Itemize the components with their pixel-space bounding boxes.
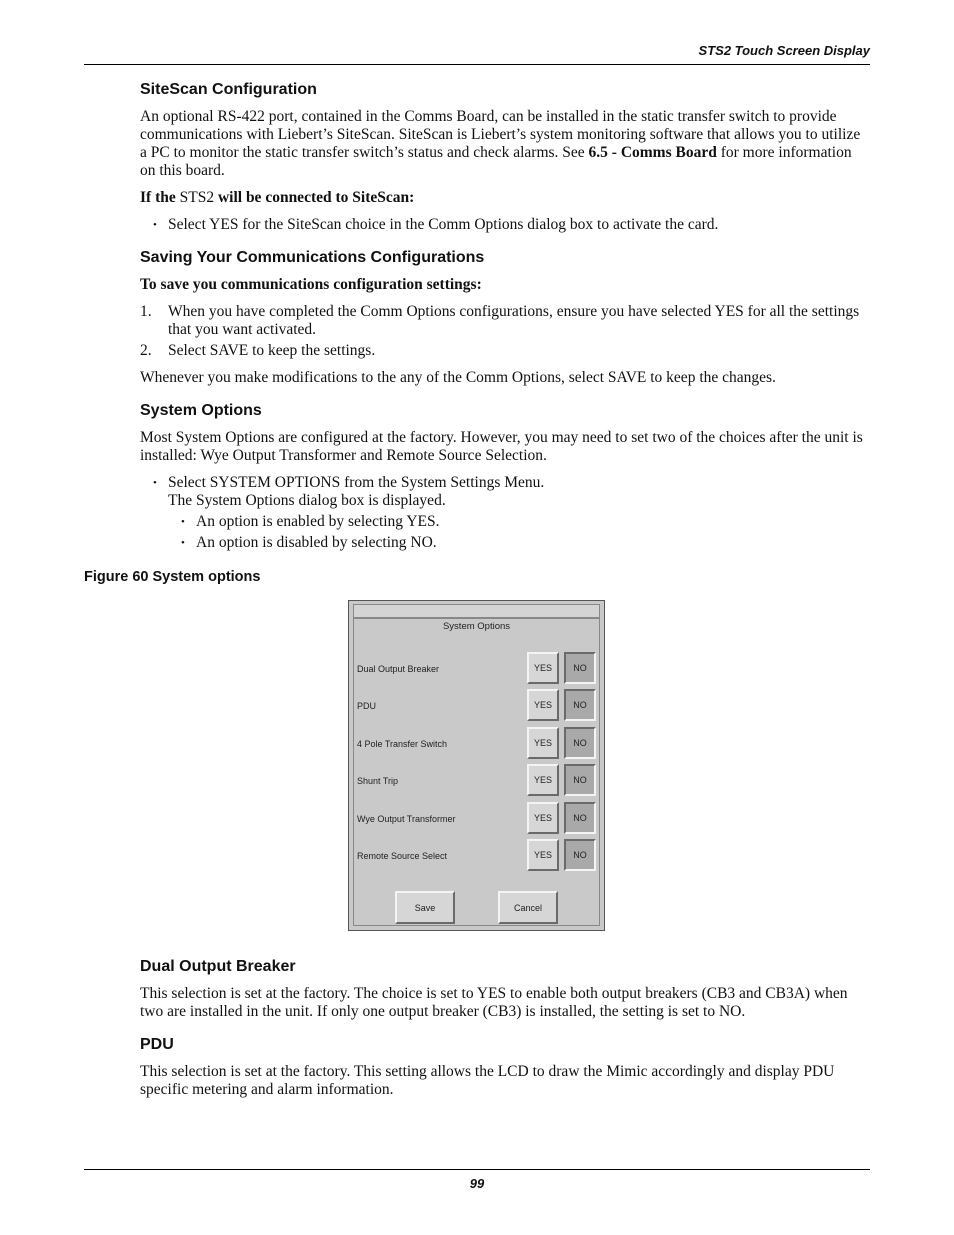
option-row-pdu xyxy=(357,689,603,723)
option-row-dual-output-breaker xyxy=(357,652,603,686)
comms-board-reference: 6.5 - Comms Board xyxy=(588,144,717,161)
dialog-title-bar xyxy=(353,604,600,618)
page-content-top xyxy=(140,80,870,561)
system-options-bullets xyxy=(140,474,870,552)
list-item xyxy=(140,303,870,339)
dual-output-paragraph: This selection is set at the factory. The choice is set to YES to enable both output breakers (CB3 and CB3A) when two are installed in the unit. If only one output breaker (CB3) is installed, the setting is set to NO. xyxy=(140,985,848,1020)
cancel-button[interactable]: Cancel xyxy=(498,891,558,924)
saving-lead: To save you communications configuration settings: xyxy=(140,276,482,293)
yes-button[interactable]: YES xyxy=(527,839,559,871)
saving-paragraph: Whenever you make modifications to the any of the Comm Options, select SAVE to keep the changes. xyxy=(140,369,776,386)
yes-button[interactable]: YES xyxy=(527,652,559,684)
lead-connected: will be connected to SiteScan: xyxy=(214,189,415,206)
option-row-shunt-trip xyxy=(357,764,603,798)
option-label: Dual Output Breaker xyxy=(357,664,440,674)
step-number: 1. xyxy=(140,303,152,320)
page-content-bottom xyxy=(140,957,870,1108)
running-header: STS2 Touch Screen Display xyxy=(698,43,870,58)
save-button[interactable]: Save xyxy=(395,891,455,924)
sitescan-lead xyxy=(140,189,870,207)
yes-button[interactable]: YES xyxy=(527,802,559,834)
saving-steps xyxy=(140,303,870,360)
list-item xyxy=(140,342,870,360)
header-rule xyxy=(84,64,870,65)
step-text: Select SAVE to keep the settings. xyxy=(168,342,376,359)
no-button[interactable]: NO xyxy=(564,764,596,796)
yes-button[interactable]: YES xyxy=(527,689,559,721)
no-button[interactable]: NO xyxy=(564,652,596,684)
saving-heading: Saving Your Communications Configurations xyxy=(140,249,485,266)
lead-if-the: If the xyxy=(140,189,180,206)
option-row-4-pole-transfer-switch xyxy=(357,727,603,761)
option-label: 4 Pole Transfer Switch xyxy=(357,739,448,749)
bullet-note: The System Options dialog box is displayed. xyxy=(168,492,446,509)
sitescan-text-b: for more information on this board. xyxy=(140,144,852,179)
figure-caption: Figure 60 System options xyxy=(84,569,261,585)
footer-rule xyxy=(84,1169,870,1170)
page-number: 99 xyxy=(469,1176,485,1191)
dual-output-heading: Dual Output Breaker xyxy=(140,958,296,975)
system-options-paragraph: Most System Options are configured at the factory. However, you may need to set two of the choices after the unit is installed: Wye Output Transformer and Remote Source Selection. xyxy=(140,429,863,464)
yes-button[interactable]: YES xyxy=(527,764,559,796)
sub-bullets xyxy=(168,513,870,552)
list-item: • An option is disabled by selecting NO. xyxy=(168,534,870,552)
no-button[interactable]: NO xyxy=(564,839,596,871)
option-label: Wye Output Transformer xyxy=(357,814,456,824)
option-label: Shunt Trip xyxy=(357,776,399,786)
system-options-dialog xyxy=(348,600,605,931)
option-row-remote-source-select xyxy=(357,839,603,873)
option-row-wye-output-transformer xyxy=(357,802,603,836)
pdu-paragraph: This selection is set at the factory. This setting allows the LCD to draw the Mimic accordingly and display PDU specific metering and alarm information. xyxy=(140,1063,835,1098)
option-label: Remote Source Select xyxy=(357,851,448,861)
sitescan-text-a: An optional RS-422 port, contained in the Comms Board, can be installed in the static transfer switch to provide communications with Liebert’s SiteScan. SiteScan is Liebert’s system monitoring software that allows you to utilize a PC to monitor the static transfer switch’s status and check alarms. See xyxy=(140,108,861,161)
no-button[interactable]: NO xyxy=(564,727,596,759)
step-number: 2. xyxy=(140,342,152,359)
yes-button[interactable]: YES xyxy=(527,727,559,759)
sitescan-heading: SiteScan Configuration xyxy=(140,81,317,98)
list-item: • An option is enabled by selecting YES. xyxy=(168,513,870,531)
dialog-title: System Options xyxy=(442,621,511,632)
lead-sts2: STS2 xyxy=(179,189,215,206)
no-button[interactable]: NO xyxy=(564,802,596,834)
sitescan-paragraph xyxy=(140,108,870,180)
list-item xyxy=(140,474,870,552)
system-options-heading: System Options xyxy=(140,402,262,419)
bullet-text: Select SYSTEM OPTIONS from the System Settings Menu. xyxy=(168,474,545,491)
sitescan-bullets xyxy=(140,216,870,234)
step-text: When you have completed the Comm Options configurations, ensure you have selected YES for all the settings that you want activated. xyxy=(168,303,860,338)
pdu-heading: PDU xyxy=(140,1036,174,1053)
option-label: PDU xyxy=(357,701,377,711)
no-button[interactable]: NO xyxy=(564,689,596,721)
list-item: • Select YES for the SiteScan choice in the Comm Options dialog box to activate the card. xyxy=(140,216,870,234)
